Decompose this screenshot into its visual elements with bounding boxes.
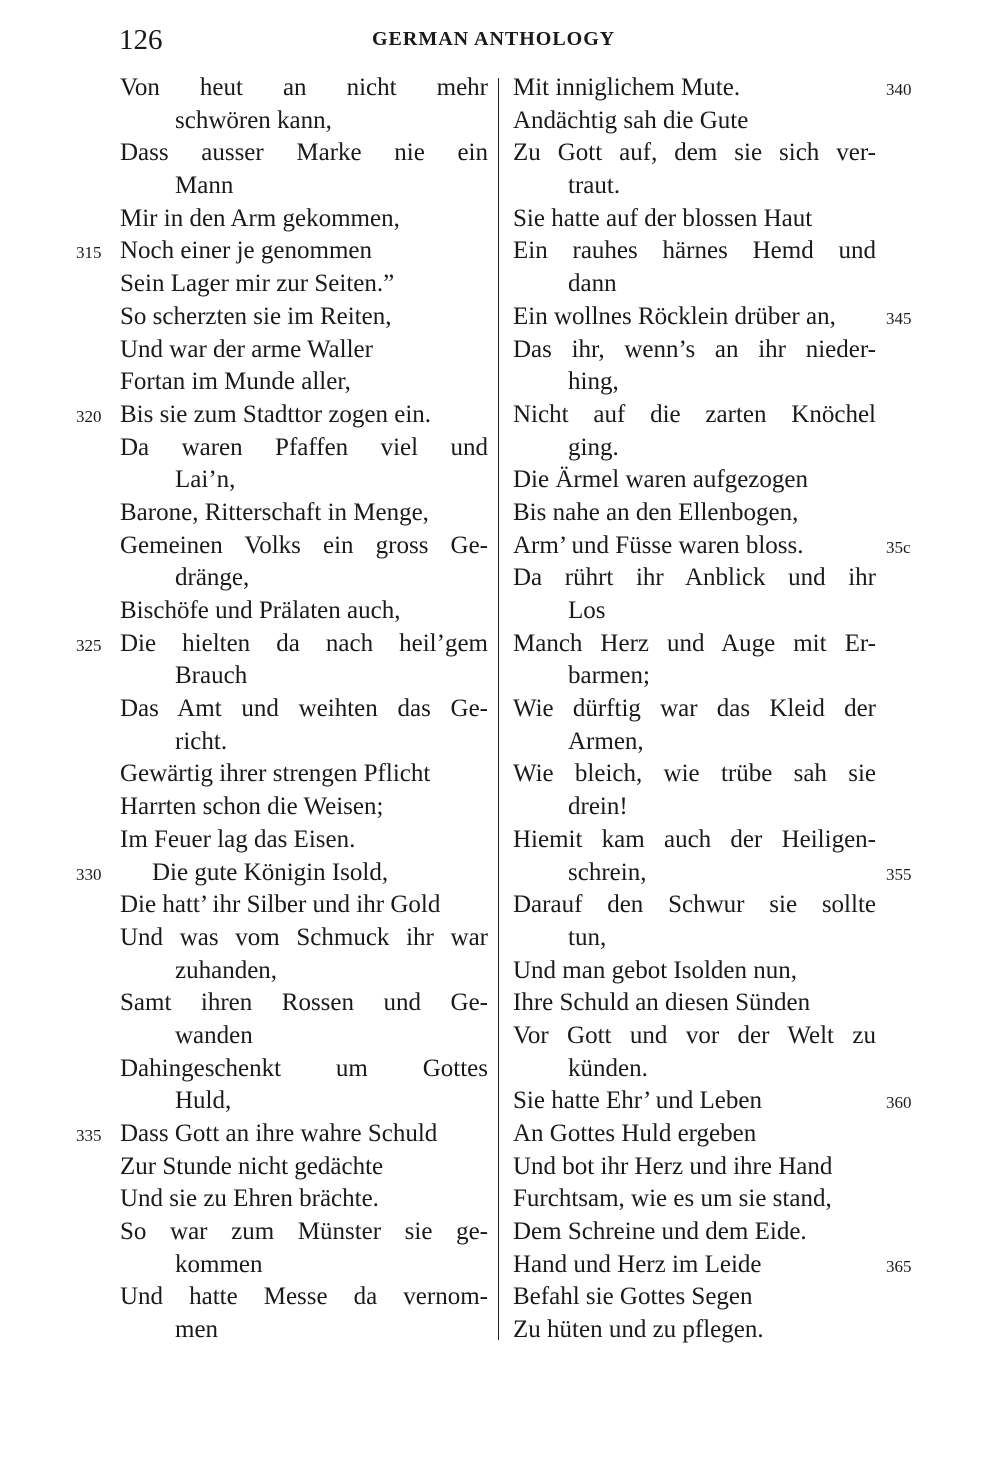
verse-text: Und was vom Schmuck ihr war [120, 923, 488, 951]
verse-line [513, 1216, 876, 1249]
verse-line [120, 1249, 488, 1282]
verse-line [76, 235, 488, 268]
verse-line [76, 628, 488, 661]
verse-text: Zur Stunde nicht gedächte [120, 1152, 384, 1180]
verse-line [120, 1314, 488, 1347]
line-number: 320 [76, 406, 102, 426]
verse-text: Ein rauhes härnes Hemd und [513, 237, 876, 265]
verse-line [513, 1151, 876, 1184]
verse-line [76, 399, 488, 432]
verse-text: Armen, [568, 727, 644, 755]
verse-text: Darauf den Schwur sie sollte [513, 891, 876, 919]
verse-text: men [175, 1316, 219, 1344]
verse-text: Dass Gott an ihre wahre Schuld [120, 1120, 438, 1147]
verse-text: Noch einer je genommen [120, 237, 372, 265]
verse-text: Los [568, 597, 606, 624]
verse-line [120, 497, 488, 530]
verse-text: tun, [568, 923, 607, 951]
verse-line [513, 987, 876, 1020]
line-number: 345 [886, 308, 912, 328]
verse-text: Mann [175, 172, 234, 200]
verse-text: Und bot ihr Herz und ihre Hand [513, 1152, 833, 1180]
verse-text: kommen [175, 1250, 263, 1278]
verse-line [120, 595, 488, 628]
verse-line [513, 497, 876, 530]
verse-text: Harrten schon die Weisen; [120, 793, 384, 821]
verse-line [120, 889, 488, 922]
verse-line [513, 105, 876, 138]
line-number: 355 [886, 864, 912, 884]
verse-text: richt. [175, 727, 228, 755]
verse-text: Im Feuer lag das Eisen. [120, 825, 356, 853]
verse-line [120, 758, 488, 791]
verse-line [513, 464, 876, 497]
line-number: 340 [886, 80, 912, 99]
line-number: 365 [886, 1256, 912, 1276]
verse-text: Bis nahe an den Ellenbogen, [513, 498, 799, 526]
verse-line [513, 1249, 912, 1282]
verse-line [513, 889, 876, 922]
verse-line [120, 1020, 488, 1053]
verse-text: Lai’n, [175, 466, 236, 494]
verse-text: Sein Lager mir zur Seiten.” [120, 270, 395, 298]
line-number: 325 [76, 635, 102, 655]
verse-line [120, 432, 488, 465]
verse-text: Die hatt’ ihr Silber und ihr Gold [120, 891, 441, 919]
verse-text: Mit inniglichem Mute. [513, 74, 741, 101]
verse-text: Und war der arme Waller [120, 335, 373, 363]
left-column [76, 72, 488, 1347]
verse-text: Da rührt ihr Anblick und ihr [513, 564, 876, 592]
verse-text: künden. [568, 1054, 648, 1082]
running-title: GERMAN ANTHOLOGY [372, 28, 616, 50]
verse-line [513, 1053, 876, 1086]
verse-text: So scherzten sie im Reiten, [120, 302, 392, 330]
verse-line [513, 203, 876, 236]
line-number: 35c [886, 537, 911, 557]
verse-text: Manch Herz und Auge mit Er- [513, 629, 876, 657]
verse-line [513, 399, 876, 432]
verse-text: Hiemit kam auch der Heiligen- [513, 825, 876, 853]
verse-line [513, 530, 911, 563]
verse-text: Die Ärmel waren aufgezogen [513, 466, 808, 494]
verse-line [120, 922, 488, 955]
verse-text: Vor Gott und vor der Welt zu [513, 1021, 876, 1049]
verse-text: Da waren Pfaffen viel und [120, 433, 488, 461]
verse-line [120, 464, 488, 497]
verse-line [120, 824, 488, 857]
verse-line [513, 1281, 876, 1314]
verse-line [513, 301, 912, 334]
verse-line [513, 693, 876, 726]
verse-line [513, 72, 912, 105]
verse-line [513, 824, 876, 857]
verse-line [513, 1118, 876, 1151]
verse-text: Huld, [175, 1087, 232, 1115]
column-divider [498, 78, 499, 1340]
verse-line [120, 562, 488, 595]
verse-text: dränge, [175, 564, 250, 592]
verse-line [120, 170, 488, 203]
verse-text: Barone, Ritterschaft in Menge, [120, 498, 429, 526]
verse-line [120, 1085, 488, 1118]
verse-text: Bischöfe und Prälaten auch, [120, 597, 401, 624]
verse-line [513, 334, 876, 367]
verse-text: Nicht auf die zarten Knöchel [513, 400, 876, 428]
verse-line [120, 366, 488, 399]
verse-line [513, 660, 876, 693]
verse-line [513, 726, 876, 759]
verse-text: Gewärtig ihrer strengen Pflicht [120, 760, 431, 788]
verse-line [120, 301, 488, 334]
verse-text: schwören kann, [175, 106, 332, 134]
verse-line [513, 268, 876, 301]
verse-line [513, 562, 876, 595]
verse-line [120, 72, 488, 105]
verse-text: Das Amt und weihten das Ge- [120, 695, 488, 723]
verse-text: Fortan im Munde aller, [120, 368, 351, 396]
verse-line [76, 857, 488, 890]
verse-line [513, 628, 876, 661]
verse-text: barmen; [568, 662, 650, 690]
verse-line [513, 955, 876, 988]
verse-text: Hand und Herz im Leide [513, 1250, 762, 1278]
verse-text: Und sie zu Ehren brächte. [120, 1185, 379, 1213]
verse-text: Und man gebot Isolden nun, [513, 956, 797, 984]
verse-line [513, 235, 876, 268]
verse-text: Und hatte Messe da vernom- [120, 1283, 488, 1311]
verse-text: Wie dürftig war das Kleid der [513, 695, 876, 723]
verse-text: Ein wollnes Röcklein drüber an, [513, 302, 836, 330]
verse-line [120, 1281, 488, 1314]
verse-text: Gemeinen Volks ein gross Ge- [120, 531, 488, 559]
verse-text: An Gottes Huld ergeben [513, 1120, 757, 1147]
right-column [513, 72, 912, 1347]
verse-text: Furchtsam, wie es um sie stand, [513, 1185, 832, 1213]
verse-text: Befahl sie Gottes Segen [513, 1283, 753, 1311]
verse-line [120, 1151, 488, 1184]
verse-line [120, 105, 488, 138]
verse-line [513, 857, 912, 890]
verse-line [120, 987, 488, 1020]
verse-line [513, 137, 876, 170]
verse-line [120, 530, 488, 563]
verse-line [120, 334, 488, 367]
verse-text: Dem Schreine und dem Eide. [513, 1218, 807, 1246]
verse-text: Wie bleich, wie trübe sah sie [513, 760, 876, 788]
verse-text: Dass ausser Marke nie ein [120, 139, 488, 167]
line-number: 360 [886, 1093, 912, 1113]
verse-line [120, 1216, 488, 1249]
verse-text: Andächtig sah die Gute [513, 106, 749, 134]
verse-text: drein! [568, 793, 628, 821]
verse-text: Sie hatte auf der blossen Haut [513, 204, 813, 232]
verse-text: Die gute Königin Isold, [152, 858, 389, 886]
page-header [0, 24, 1000, 56]
verse-text: Brauch [175, 662, 248, 690]
verse-line [76, 1118, 488, 1151]
verse-text: Das ihr, wenn’s an ihr nieder- [513, 335, 876, 363]
verse-line [120, 955, 488, 988]
verse-line [120, 693, 488, 726]
verse-line [513, 170, 876, 203]
verse-text: Die hielten da nach heil’gem [120, 629, 488, 657]
page-number: 126 [119, 24, 163, 56]
verse-line [513, 791, 876, 824]
verse-text: Mir in den Arm gekommen, [120, 204, 400, 232]
verse-text: Ihre Schuld an diesen Sünden [513, 989, 811, 1017]
verse-line [513, 595, 876, 628]
verse-line [513, 1183, 876, 1216]
verse-text: ging. [568, 433, 619, 461]
verse-line [120, 137, 488, 170]
verse-line [513, 758, 876, 791]
verse-line [120, 791, 488, 824]
verse-line [513, 366, 876, 399]
verse-text: wanden [175, 1021, 253, 1049]
verse-text: Sie hatte Ehr’ und Leben [513, 1087, 762, 1115]
verse-text: Bis sie zum Stadttor zogen ein. [120, 400, 432, 428]
verse-text: Arm’ und Füsse waren bloss. [513, 531, 804, 559]
verse-text: Dahingeschenkt um Gottes [120, 1054, 488, 1082]
verse-text: zuhanden, [175, 956, 278, 984]
verse-text: Zu hüten und zu pflegen. [513, 1316, 764, 1344]
verse-line [120, 203, 488, 236]
verse-text: hing, [568, 368, 619, 396]
verse-text: Samt ihren Rossen und Ge- [120, 989, 488, 1017]
line-number: 330 [76, 864, 102, 884]
line-number: 335 [76, 1126, 102, 1145]
verse-line [513, 432, 876, 465]
verse-line [120, 1053, 488, 1086]
verse-text: schrein, [568, 858, 647, 886]
verse-line [120, 1183, 488, 1216]
line-number: 315 [76, 243, 102, 263]
verse-line [513, 922, 876, 955]
verse-line [513, 1020, 876, 1053]
verse-line [120, 268, 488, 301]
verse-text: Zu Gott auf, dem sie sich ver- [513, 139, 876, 167]
verse-text: Von heut an nicht mehr [120, 74, 488, 101]
verse-text: traut. [568, 172, 621, 200]
verse-line [120, 726, 488, 759]
verse-text: So war zum Münster sie ge- [120, 1218, 488, 1246]
verse-text: dann [568, 270, 617, 298]
verse-line [513, 1314, 876, 1347]
verse-line [513, 1085, 912, 1118]
verse-line [120, 660, 488, 693]
